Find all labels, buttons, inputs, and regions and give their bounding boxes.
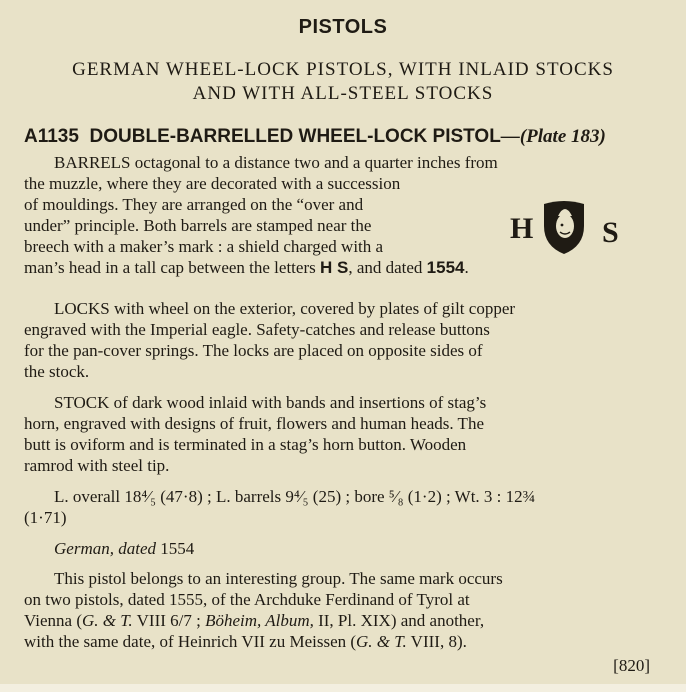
text-segment: . bbox=[464, 258, 469, 277]
locks-paragraph bbox=[24, 298, 648, 382]
makers-initials: H S bbox=[319, 258, 349, 277]
origin-year: 1554 bbox=[160, 539, 195, 558]
text-line bbox=[24, 610, 648, 631]
text-line: BARRELS octagonal to a distance two and a quarter inches from bbox=[54, 153, 498, 172]
note-paragraph bbox=[24, 568, 648, 652]
text-line: This pistol belongs to an interesting group. The same mark occurs bbox=[54, 569, 503, 588]
text-segment: Vienna ( bbox=[24, 611, 82, 630]
mark-letter-s: S bbox=[602, 216, 619, 249]
text-line: breech with a maker’s mark : a shield charged with a bbox=[24, 237, 384, 256]
text-line: (1·71) bbox=[24, 508, 67, 527]
text-line bbox=[24, 538, 648, 559]
citation-italic: G. & T. bbox=[356, 632, 407, 651]
origin-line bbox=[24, 538, 648, 559]
mark-letter-h: H bbox=[510, 212, 534, 245]
text-line: of mouldings. They are arranged on the “over and bbox=[24, 195, 364, 214]
text-line: on two pistols, dated 1555, of the Archduke Ferdinand of Tyrol at bbox=[24, 590, 470, 609]
shield-head-icon bbox=[544, 201, 584, 254]
text-segment: with the same date, of Heinrich VII zu Meissen ( bbox=[24, 632, 357, 651]
entry-heading bbox=[24, 126, 664, 148]
page-number: [820] bbox=[613, 656, 650, 675]
citation-italic: G. & T. bbox=[81, 611, 133, 630]
page-title: PISTOLS bbox=[298, 16, 388, 38]
subtitle-line: GERMAN WHEEL-LOCK PISTOLS, WITH INLAID STOCKS bbox=[72, 59, 614, 80]
text-segment: VIII 6/7 ; bbox=[132, 611, 201, 630]
text-line: horn, engraved with designs of fruit, flowers and human heads. The bbox=[24, 414, 484, 433]
origin-place: German, dated bbox=[54, 539, 156, 558]
text-line: STOCK of dark wood inlaid with bands and insertions of stag’s bbox=[54, 393, 487, 412]
text-line: the stock. bbox=[24, 362, 90, 381]
text-segment: VIII, 8). bbox=[406, 632, 467, 651]
measurements-paragraph bbox=[24, 486, 648, 528]
text-line: for the pan-cover springs. The locks are placed on opposite sides of bbox=[24, 341, 483, 360]
text-segment: , and dated bbox=[348, 258, 423, 277]
text-line bbox=[24, 257, 648, 278]
text-line: butt is oviform and is terminated in a stag’s horn button. Wooden bbox=[24, 435, 467, 454]
subtitle-line: AND WITH ALL-STEEL STOCKS bbox=[192, 83, 494, 104]
plate-reference: —(Plate 183) bbox=[500, 126, 606, 147]
text-line bbox=[24, 631, 648, 652]
entry-name: DOUBLE-BARRELLED WHEEL-LOCK PISTOL bbox=[89, 126, 501, 147]
text-line: under” principle. Both barrels are stamped near the bbox=[24, 216, 372, 235]
page-bottom-edge bbox=[0, 684, 686, 692]
section-subtitle bbox=[0, 58, 686, 106]
text-line: LOCKS with wheel on the exterior, covered by plates of gilt copper bbox=[54, 299, 516, 318]
text-segment: II, Pl. XIX) and another, bbox=[313, 611, 485, 630]
text-line: engraved with the Imperial eagle. Safety-catches and release buttons bbox=[24, 320, 490, 339]
text-line: the muzzle, where they are decorated with a succession bbox=[24, 174, 401, 193]
text-line: ramrod with steel tip. bbox=[24, 456, 170, 475]
date-stamp: 1554 bbox=[426, 258, 465, 277]
entry-number: A1135 bbox=[24, 126, 79, 147]
text-segment: man’s head in a tall cap between the letters bbox=[24, 258, 316, 277]
makers-mark-illustration bbox=[508, 196, 636, 256]
citation-italic: Böheim, Album, bbox=[200, 611, 314, 630]
text-line: L. overall 18⁴⁄₅ (47·8) ; L. barrels 9⁴⁄₅ (25) ; bore ⁵⁄₈ (1·2) ; Wt. 3 : 12¾ bbox=[54, 487, 536, 506]
stock-paragraph bbox=[24, 392, 648, 476]
